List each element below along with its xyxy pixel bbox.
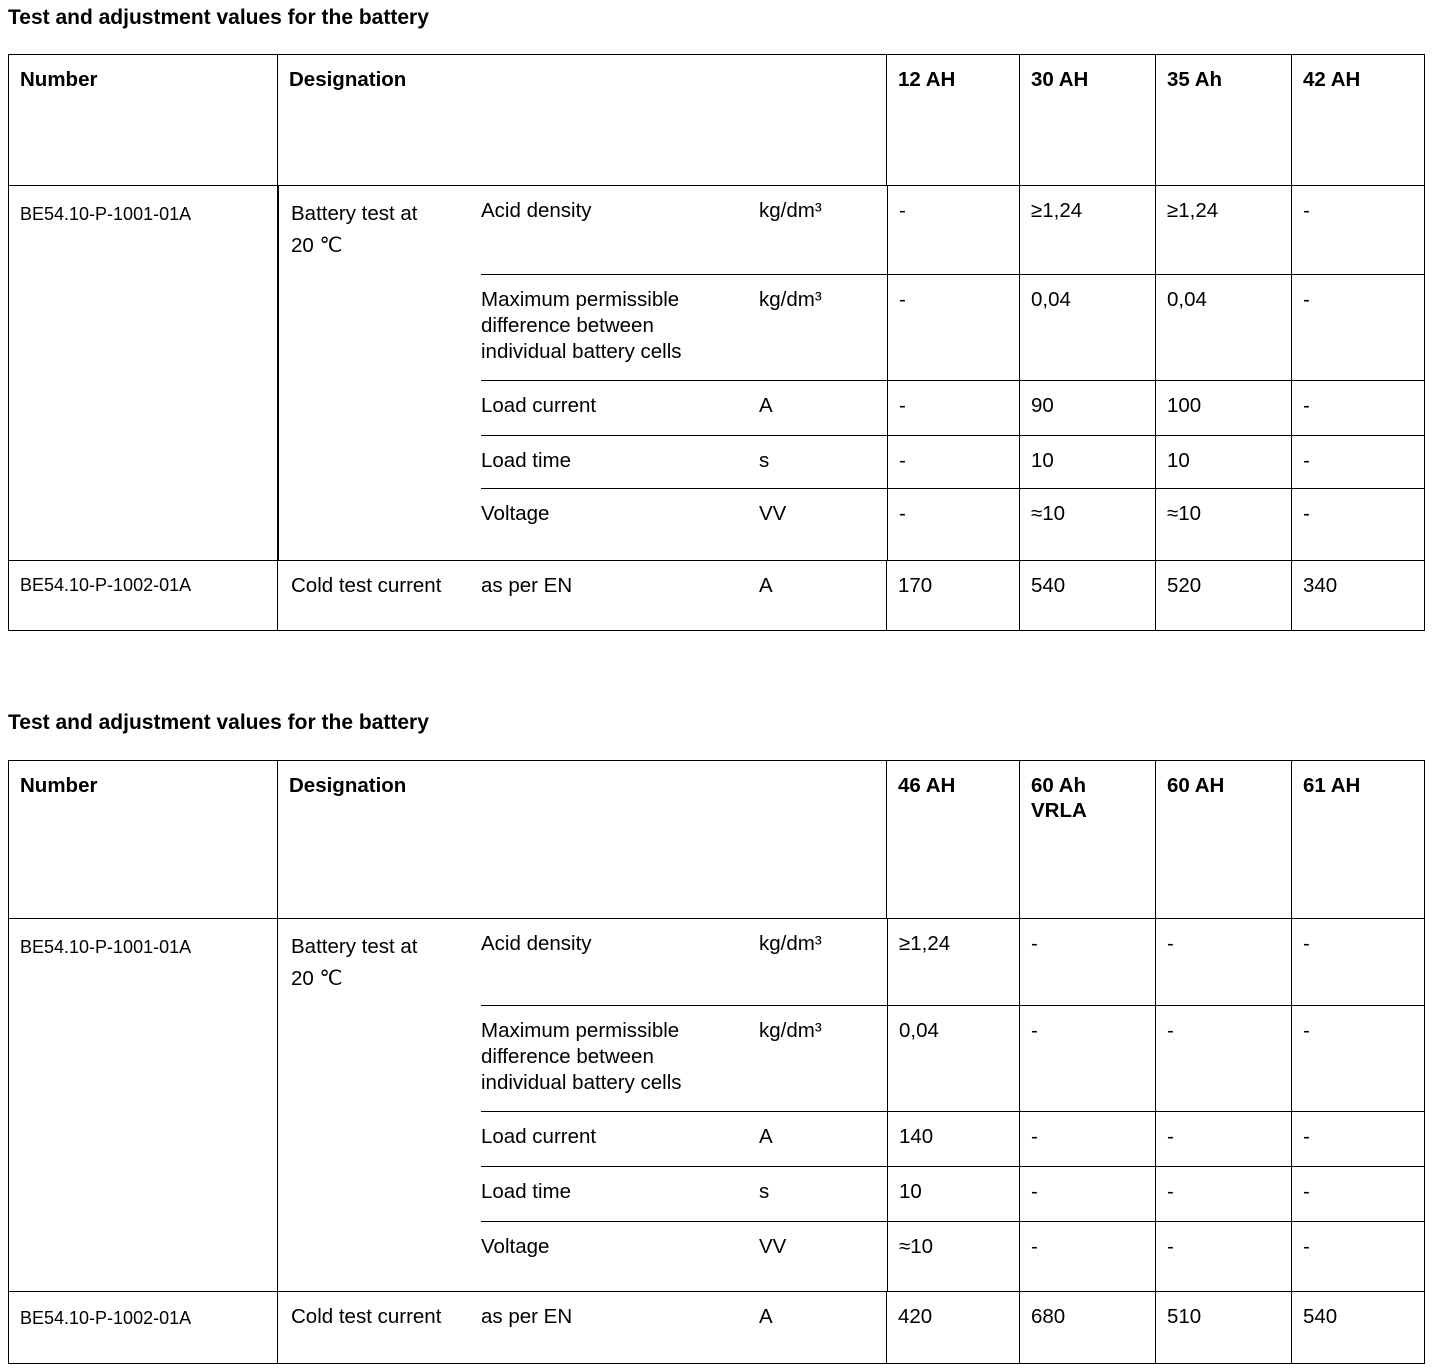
cold-test-row: [9, 561, 1425, 631]
value-cell: -: [1292, 381, 1425, 435]
value-cell: -: [1156, 1167, 1292, 1221]
label-line: Battery test at: [291, 202, 418, 225]
param-row: [481, 186, 1425, 275]
value-cell: -: [1020, 1167, 1156, 1221]
value-cell: ≥1,24: [1020, 186, 1156, 274]
param-unit: kg/dm³: [759, 199, 822, 222]
param-unit: kg/dm³: [759, 932, 822, 955]
value-cell: -: [1156, 1006, 1292, 1111]
param-unit: s: [759, 449, 770, 472]
header-number: Number: [9, 55, 278, 185]
value-cell: -: [1020, 919, 1156, 1005]
param-unit: A: [759, 394, 773, 417]
value-cell: ≈10: [1156, 489, 1292, 560]
value-cell: ≥1,24: [1156, 186, 1292, 274]
battery-values-table: [8, 54, 1425, 631]
battery-test-label: [278, 919, 481, 1291]
value-cell: -: [1292, 1112, 1425, 1166]
value-cell: 10: [887, 1167, 1020, 1221]
param-row: [481, 1112, 1425, 1167]
header-col-4: 42 AH: [1292, 55, 1425, 185]
value-cell: -: [1020, 1112, 1156, 1166]
cold-test-unit: A: [759, 574, 773, 597]
param-name: Load time: [481, 449, 572, 472]
cold-test-unit: A: [759, 1305, 773, 1328]
param-unit: kg/dm³: [759, 1019, 822, 1042]
value-cell: -: [887, 186, 1020, 274]
value-cell: -: [1292, 1006, 1425, 1111]
battery-test-row: [9, 919, 1425, 1292]
param-unit: kg/dm³: [759, 288, 822, 311]
param-name: Maximum permissible difference between individual battery cells: [481, 288, 682, 363]
param-name: Load current: [481, 1125, 597, 1148]
label-line: 20 ℃: [291, 234, 343, 257]
param-row: [481, 275, 1425, 381]
header-col-4: 61 AH: [1292, 761, 1425, 918]
param-name: Load current: [481, 394, 597, 417]
row-number: BE54.10-P-1002-01A: [9, 1292, 278, 1363]
header-col-1: 46 AH: [887, 761, 1020, 918]
param-unit: VV: [759, 1235, 787, 1258]
header-row: [9, 55, 1425, 186]
value-cell: -: [887, 436, 1020, 488]
row-number: BE54.10-P-1001-01A: [9, 186, 278, 560]
header-designation: Designation: [278, 761, 887, 918]
header-col-3: 35 Ah: [1156, 55, 1292, 185]
param-name: Voltage: [481, 1235, 550, 1258]
value-cell: 100: [1156, 381, 1292, 435]
value-cell: 540: [1292, 1292, 1425, 1363]
cold-test-param: as per EN: [481, 1305, 573, 1328]
value-cell: 0,04: [887, 1006, 1020, 1111]
param-row: [481, 1006, 1425, 1112]
param-name: Acid density: [481, 199, 592, 222]
label-line: Battery test at: [291, 935, 418, 958]
param-name: Load time: [481, 1180, 572, 1203]
battery-test-label: [278, 186, 481, 560]
column-divider: [278, 186, 279, 560]
header-col-2: 60 Ah VRLA: [1020, 761, 1156, 918]
value-cell: ≈10: [1020, 489, 1156, 560]
header-col-1: 12 AH: [887, 55, 1020, 185]
param-row: [481, 919, 1425, 1006]
param-row: [481, 489, 1425, 560]
value-cell: 10: [1156, 436, 1292, 488]
cold-test-label: Cold test current: [291, 1305, 442, 1328]
value-cell: 140: [887, 1112, 1020, 1166]
label-line: 20 ℃: [291, 967, 343, 990]
param-row: [481, 381, 1425, 436]
param-name: Acid density: [481, 932, 592, 955]
value-cell: 10: [1020, 436, 1156, 488]
param-name: Voltage: [481, 502, 550, 525]
value-cell: 340: [1292, 561, 1425, 630]
value-cell: -: [887, 275, 1020, 380]
param-unit: A: [759, 1125, 773, 1148]
value-cell: -: [1292, 489, 1425, 560]
value-cell: -: [1292, 436, 1425, 488]
header-designation: Designation: [278, 55, 887, 185]
param-name: Maximum permissible difference between individual battery cells: [481, 1019, 682, 1094]
value-cell: -: [1156, 919, 1292, 1005]
value-cell: 510: [1156, 1292, 1292, 1363]
section-title: Test and adjustment values for the battery: [8, 711, 429, 734]
value-cell: 0,04: [1156, 275, 1292, 380]
value-cell: 90: [1020, 381, 1156, 435]
cold-test-param: as per EN: [481, 574, 573, 597]
value-cell: 680: [1020, 1292, 1156, 1363]
value-cell: -: [1292, 275, 1425, 380]
cold-test-designation: [278, 561, 887, 630]
header-col-3: 60 AH: [1156, 761, 1292, 918]
param-unit: s: [759, 1180, 770, 1203]
row-number: BE54.10-P-1002-01A: [9, 561, 278, 630]
value-cell: -: [887, 489, 1020, 560]
param-row: [481, 1167, 1425, 1222]
value-cell: ≥1,24: [887, 919, 1020, 1005]
value-cell: -: [887, 381, 1020, 435]
param-row: [481, 436, 1425, 489]
cold-test-label: Cold test current: [291, 574, 442, 597]
value-cell: 0,04: [1020, 275, 1156, 380]
cold-test-designation: [278, 1292, 887, 1363]
header-row: [9, 761, 1425, 919]
value-cell: -: [1292, 186, 1425, 274]
section-title: Test and adjustment values for the battery: [8, 6, 429, 29]
cold-test-row: [9, 1292, 1425, 1364]
battery-values-table: [8, 760, 1425, 1364]
value-cell: -: [1156, 1112, 1292, 1166]
value-cell: -: [1292, 1167, 1425, 1221]
value-cell: 420: [887, 1292, 1020, 1363]
battery-test-row: [9, 186, 1425, 561]
value-cell: -: [1292, 919, 1425, 1005]
row-number: BE54.10-P-1001-01A: [9, 919, 278, 1291]
header-number: Number: [9, 761, 278, 918]
header-col-2: 30 AH: [1020, 55, 1156, 185]
value-cell: -: [1156, 1222, 1292, 1291]
param-unit: VV: [759, 502, 787, 525]
value-cell: ≈10: [887, 1222, 1020, 1291]
value-cell: 520: [1156, 561, 1292, 630]
value-cell: 170: [887, 561, 1020, 630]
value-cell: -: [1292, 1222, 1425, 1291]
param-row: [481, 1222, 1425, 1291]
value-cell: -: [1020, 1006, 1156, 1111]
value-cell: -: [1020, 1222, 1156, 1291]
value-cell: 540: [1020, 561, 1156, 630]
